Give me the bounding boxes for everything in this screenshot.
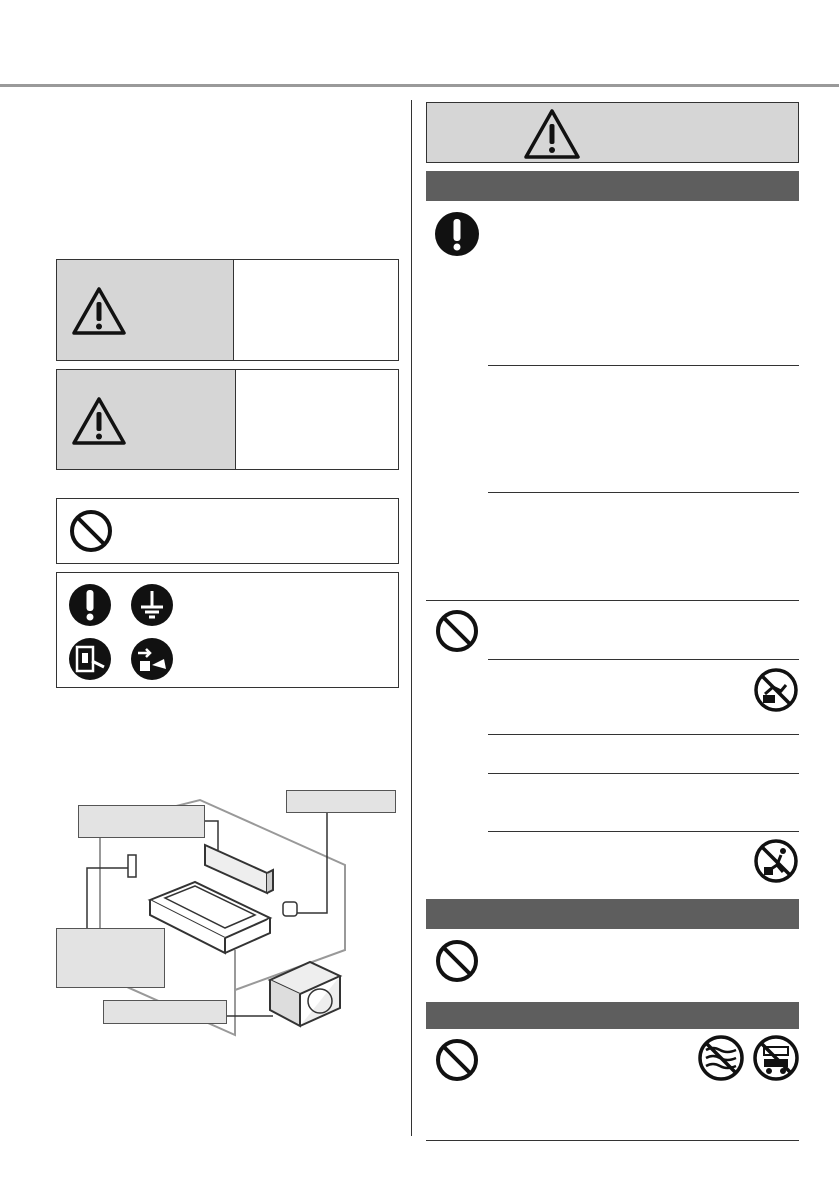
prohibited-symbol-box	[56, 498, 399, 564]
row-divider	[488, 365, 799, 366]
row-divider	[488, 773, 799, 774]
prohibited-icon	[434, 938, 480, 984]
warning-legend-box	[56, 259, 399, 361]
mandatory-exclamation-icon	[68, 583, 112, 627]
no-obstruction-icon	[752, 1034, 800, 1082]
power-plug-label-box	[286, 790, 396, 813]
caution-legend-cell	[57, 370, 236, 469]
row-divider	[488, 734, 799, 735]
outdoor-unit-label-box	[103, 1000, 227, 1024]
row-divider	[488, 659, 799, 660]
caution-legend-box	[56, 369, 399, 470]
no-water-flow-icon	[697, 1034, 745, 1082]
section-bar-operation	[426, 1002, 799, 1029]
section-bar-installation	[426, 899, 799, 929]
bottom-divider	[426, 1140, 799, 1141]
mandatory-symbol-box	[56, 572, 399, 688]
prohibited-icon	[434, 608, 480, 654]
prohibited-icon	[68, 508, 114, 554]
no-wet-hands-icon	[753, 667, 799, 713]
ground-icon	[130, 583, 174, 627]
warning-header-box	[426, 102, 799, 163]
row-divider	[488, 831, 799, 832]
prohibited-icon	[434, 1037, 480, 1083]
column-divider	[411, 100, 412, 1136]
disconnect-breaker-icon	[68, 637, 112, 681]
top-rule	[0, 84, 839, 87]
row-divider	[488, 492, 799, 493]
warning-triangle-icon	[523, 108, 581, 160]
indoor-unit-label-box	[78, 805, 205, 838]
warning-legend-cell	[57, 260, 234, 360]
unplug-icon	[130, 637, 174, 681]
remote-control-label-box	[56, 928, 165, 988]
no-touch-icon	[753, 838, 799, 884]
section-divider	[426, 600, 799, 601]
section-bar-power-supply	[426, 171, 799, 201]
warning-triangle-icon	[71, 396, 127, 446]
mandatory-exclamation-icon	[434, 211, 480, 257]
warning-triangle-icon	[71, 286, 127, 336]
